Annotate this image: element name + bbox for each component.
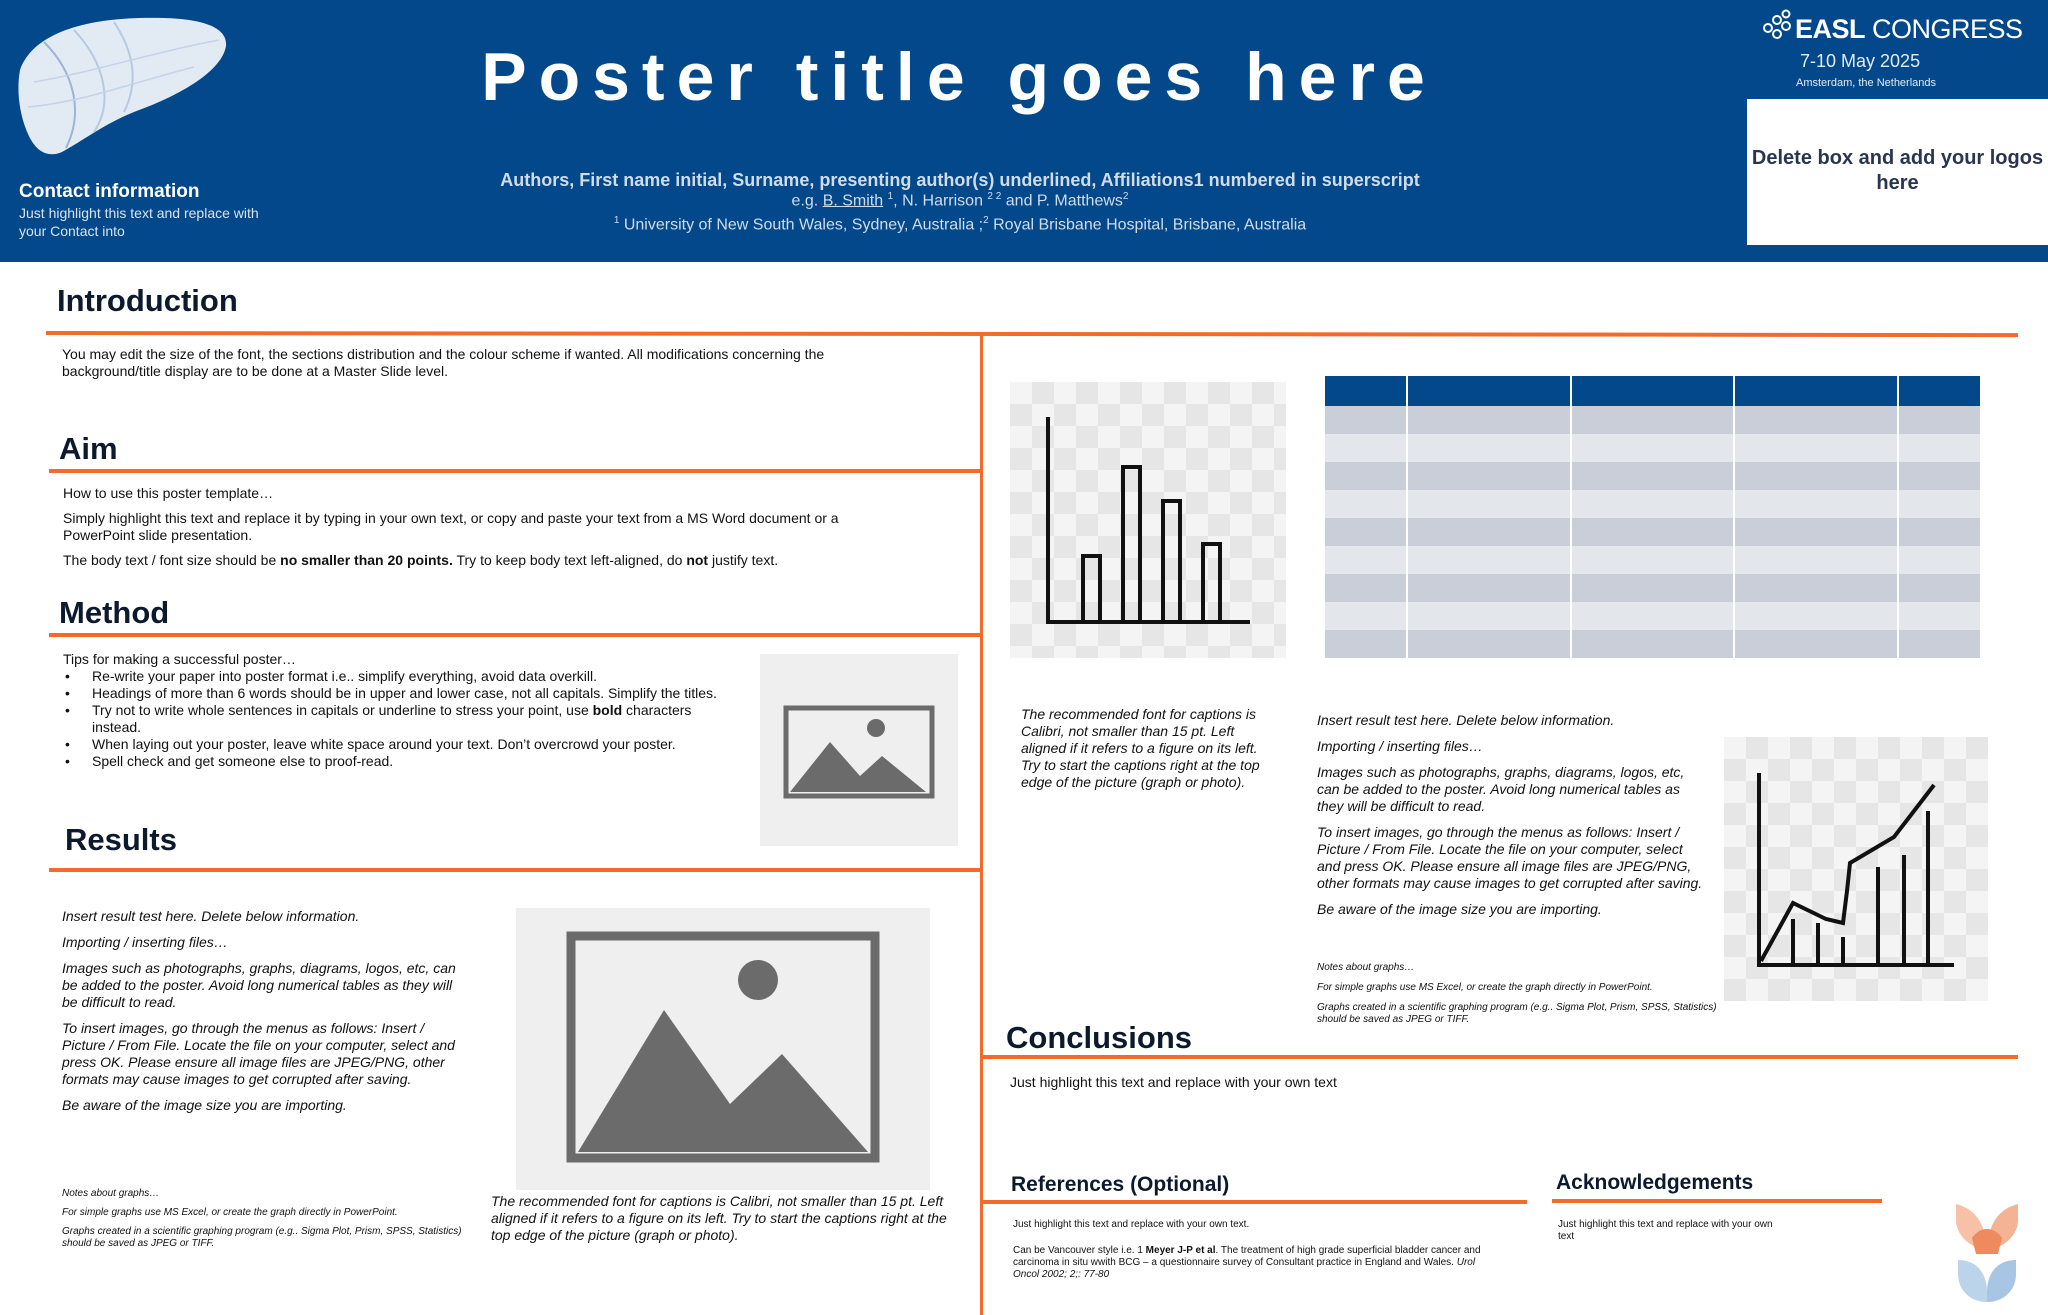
affiliations: $^1$ University of New South Wales, Sydney, Australia ;$^2$ Royal Brisbane Hospital, Brisbane, Australia: [613, 215, 1307, 234]
results-rule: [49, 868, 981, 872]
contact-title: Contact information: [19, 181, 200, 202]
list-item: • When laying out your poster, leave white space around your text. Don’t overcrowd your poster.: [63, 736, 743, 753]
aim-title: Aim: [59, 431, 118, 466]
acknowledgements-rule: [1552, 1199, 1882, 1203]
authors-line: Authors, First name initial, Surname, presenting author(s) underlined, Affiliations1 numbered in superscript: [500, 170, 1420, 190]
introduction-title: Introduction: [57, 283, 238, 318]
results-text: Insert result test here. Delete below information. Importing / inserting files… Images such as photographs, graphs, diagrams, logos, etc, can be added to the poster. Avoid long numerical tables as they will be difficult to read. To insert images, go through the menus as follows: Insert / Picture / From File. Locate the file on your computer, select and press OK. Please ensure all image files are JPEG/PNG, other formats may cause images to get corrupted after saving. Be aware of the image size you are importing.: [62, 908, 456, 1113]
results-table: [1325, 376, 1980, 658]
easl-congress-name: EASL CONGRESS: [1795, 14, 2023, 44]
right-results-text: Insert result test here. Delete below information. Importing / inserting files… Images such as photographs, graphs, diagrams, logos, etc, can be added to the poster. Avoid long numerical tables as they will be difficult to read. To insert images, go through the menus as follows: Insert / Picture / From File. Locate the file on your computer, select and press OK. Please ensure all image files are JPEG/PNG, other formats may cause images to get corrupted after saving. Be aware of the image size you are importing.: [1317, 712, 1703, 917]
right-caption: The recommended font for captions is Calibri, not smaller than 15 pt. Left aligned if it refers to a figure on its left. Try to start the captions right at the top edge of the picture (graph or photo).: [1021, 706, 1260, 790]
image-placeholder-icon: [760, 654, 958, 846]
aim-rule: [49, 469, 981, 473]
poster-title: Poster title goes here: [481, 39, 1437, 115]
list-item: • Re-write your paper into poster format i.e.. simplify everything, avoid data overkill.: [63, 668, 743, 685]
introduction-text: You may edit the size of the font, the sections distribution and the colour scheme if wanted. All modifications concerning the background/title display are to be done at a Master Slide level.: [62, 346, 825, 379]
list-item: • Spell check and get someone else to proof-read.: [63, 753, 743, 770]
results-title: Results: [65, 822, 177, 857]
conclusions-title: Conclusions: [1006, 1020, 1193, 1055]
acknowledgements-title: Acknowledgements: [1556, 1171, 1754, 1194]
line-chart-icon: [1724, 737, 1988, 1001]
acknowledgements-text: Just highlight this text and replace with your own text: [1558, 1219, 1773, 1242]
conclusions-rule: [983, 1055, 2018, 1059]
right-notes: Notes about graphs… For simple graphs use MS Excel, or create the graph directly in PowerPoint. Graphs created in a scientific graphing program (e.g.. Sigma Plot, Prism, SPSS, Statistics) should be saved as JPEG or TIFF.: [1317, 962, 1717, 1025]
aim-text: How to use this poster template… Simply highlight this text and replace it by typing in your own text, or copy and paste your text from a MS Word document or a PowerPoint slide presentation. The body text / font size should be no smaller than 20 points. Try to keep body text left-aligned, do not justify text.: [63, 485, 839, 568]
logo-placeholder-text: Delete box and add your logos here: [1751, 147, 2044, 194]
authors-example: e.g. B. Smith $^1$, N. Harrison $^{2 2}$ and P. Matthews$^2$: [791, 191, 1129, 210]
references-title: References (Optional): [1011, 1173, 1230, 1196]
results-notes: Notes about graphs… For simple graphs use MS Excel, or create the graph directly in PowerPoint. Graphs created in a scientific graphing program (e.g.. Sigma Plot, Prism, SPSS, Statistics) should be saved as JPEG or TIFF.: [62, 1188, 462, 1249]
contact-text: Just highlight this text and replace with your Contact into: [19, 205, 259, 239]
introduction-rule: [46, 331, 2018, 337]
congress-dates: 7-10 May 2025: [1800, 51, 1921, 71]
results-image-placeholder-icon: [516, 908, 930, 1190]
conclusions-text: Just highlight this text and replace with your own text: [1010, 1074, 1337, 1090]
method-rule: [49, 633, 981, 637]
method-tips: Tips for making a successful poster… • Re-write your paper into poster format i.e.. simplify everything, avoid data overkill. • Headings of more than 6 words should be in upper and lower case, not all capitals. Simplify the titles. • Try not to write whole sentences in capitals or underline to stress your point, use bold characters instead. • When laying out your poster, leave white space around your text. Don’t overcrowd your poster. • Spell check and get someone else to proof-read.: [63, 651, 743, 770]
method-title: Method: [59, 595, 170, 630]
tulip-logo-icon: [1952, 1198, 2022, 1308]
references-text: Just highlight this text and replace with your own text. Can be Vancouver style i.e. 1 Meyer J-P et al. The treatment of high grade superficial bladder cancer and carcinoma in situ wwith BCG – a questionnaire survey of Consultant practice in England and Wales. Urol Oncol 2002; 2;: 77-80: [1013, 1219, 1481, 1280]
results-caption: The recommended font for captions is Calibri, not smaller than 15 pt. Left aligned if it refers to a figure on its left. Try to start the captions right at the top edge of the picture (graph or photo).: [491, 1193, 947, 1243]
bar-chart-icon: [1010, 382, 1286, 658]
column-divider: [980, 333, 983, 1315]
list-item: • Headings of more than 6 words should be in upper and lower case, not all capitals. Simplify the titles.: [63, 685, 743, 702]
congress-place: Amsterdam, the Netherlands: [1796, 77, 1937, 89]
references-rule: [983, 1200, 1527, 1204]
list-item: • Try not to write whole sentences in capitals or underline to stress your point, use bold characters instead.: [63, 702, 743, 736]
